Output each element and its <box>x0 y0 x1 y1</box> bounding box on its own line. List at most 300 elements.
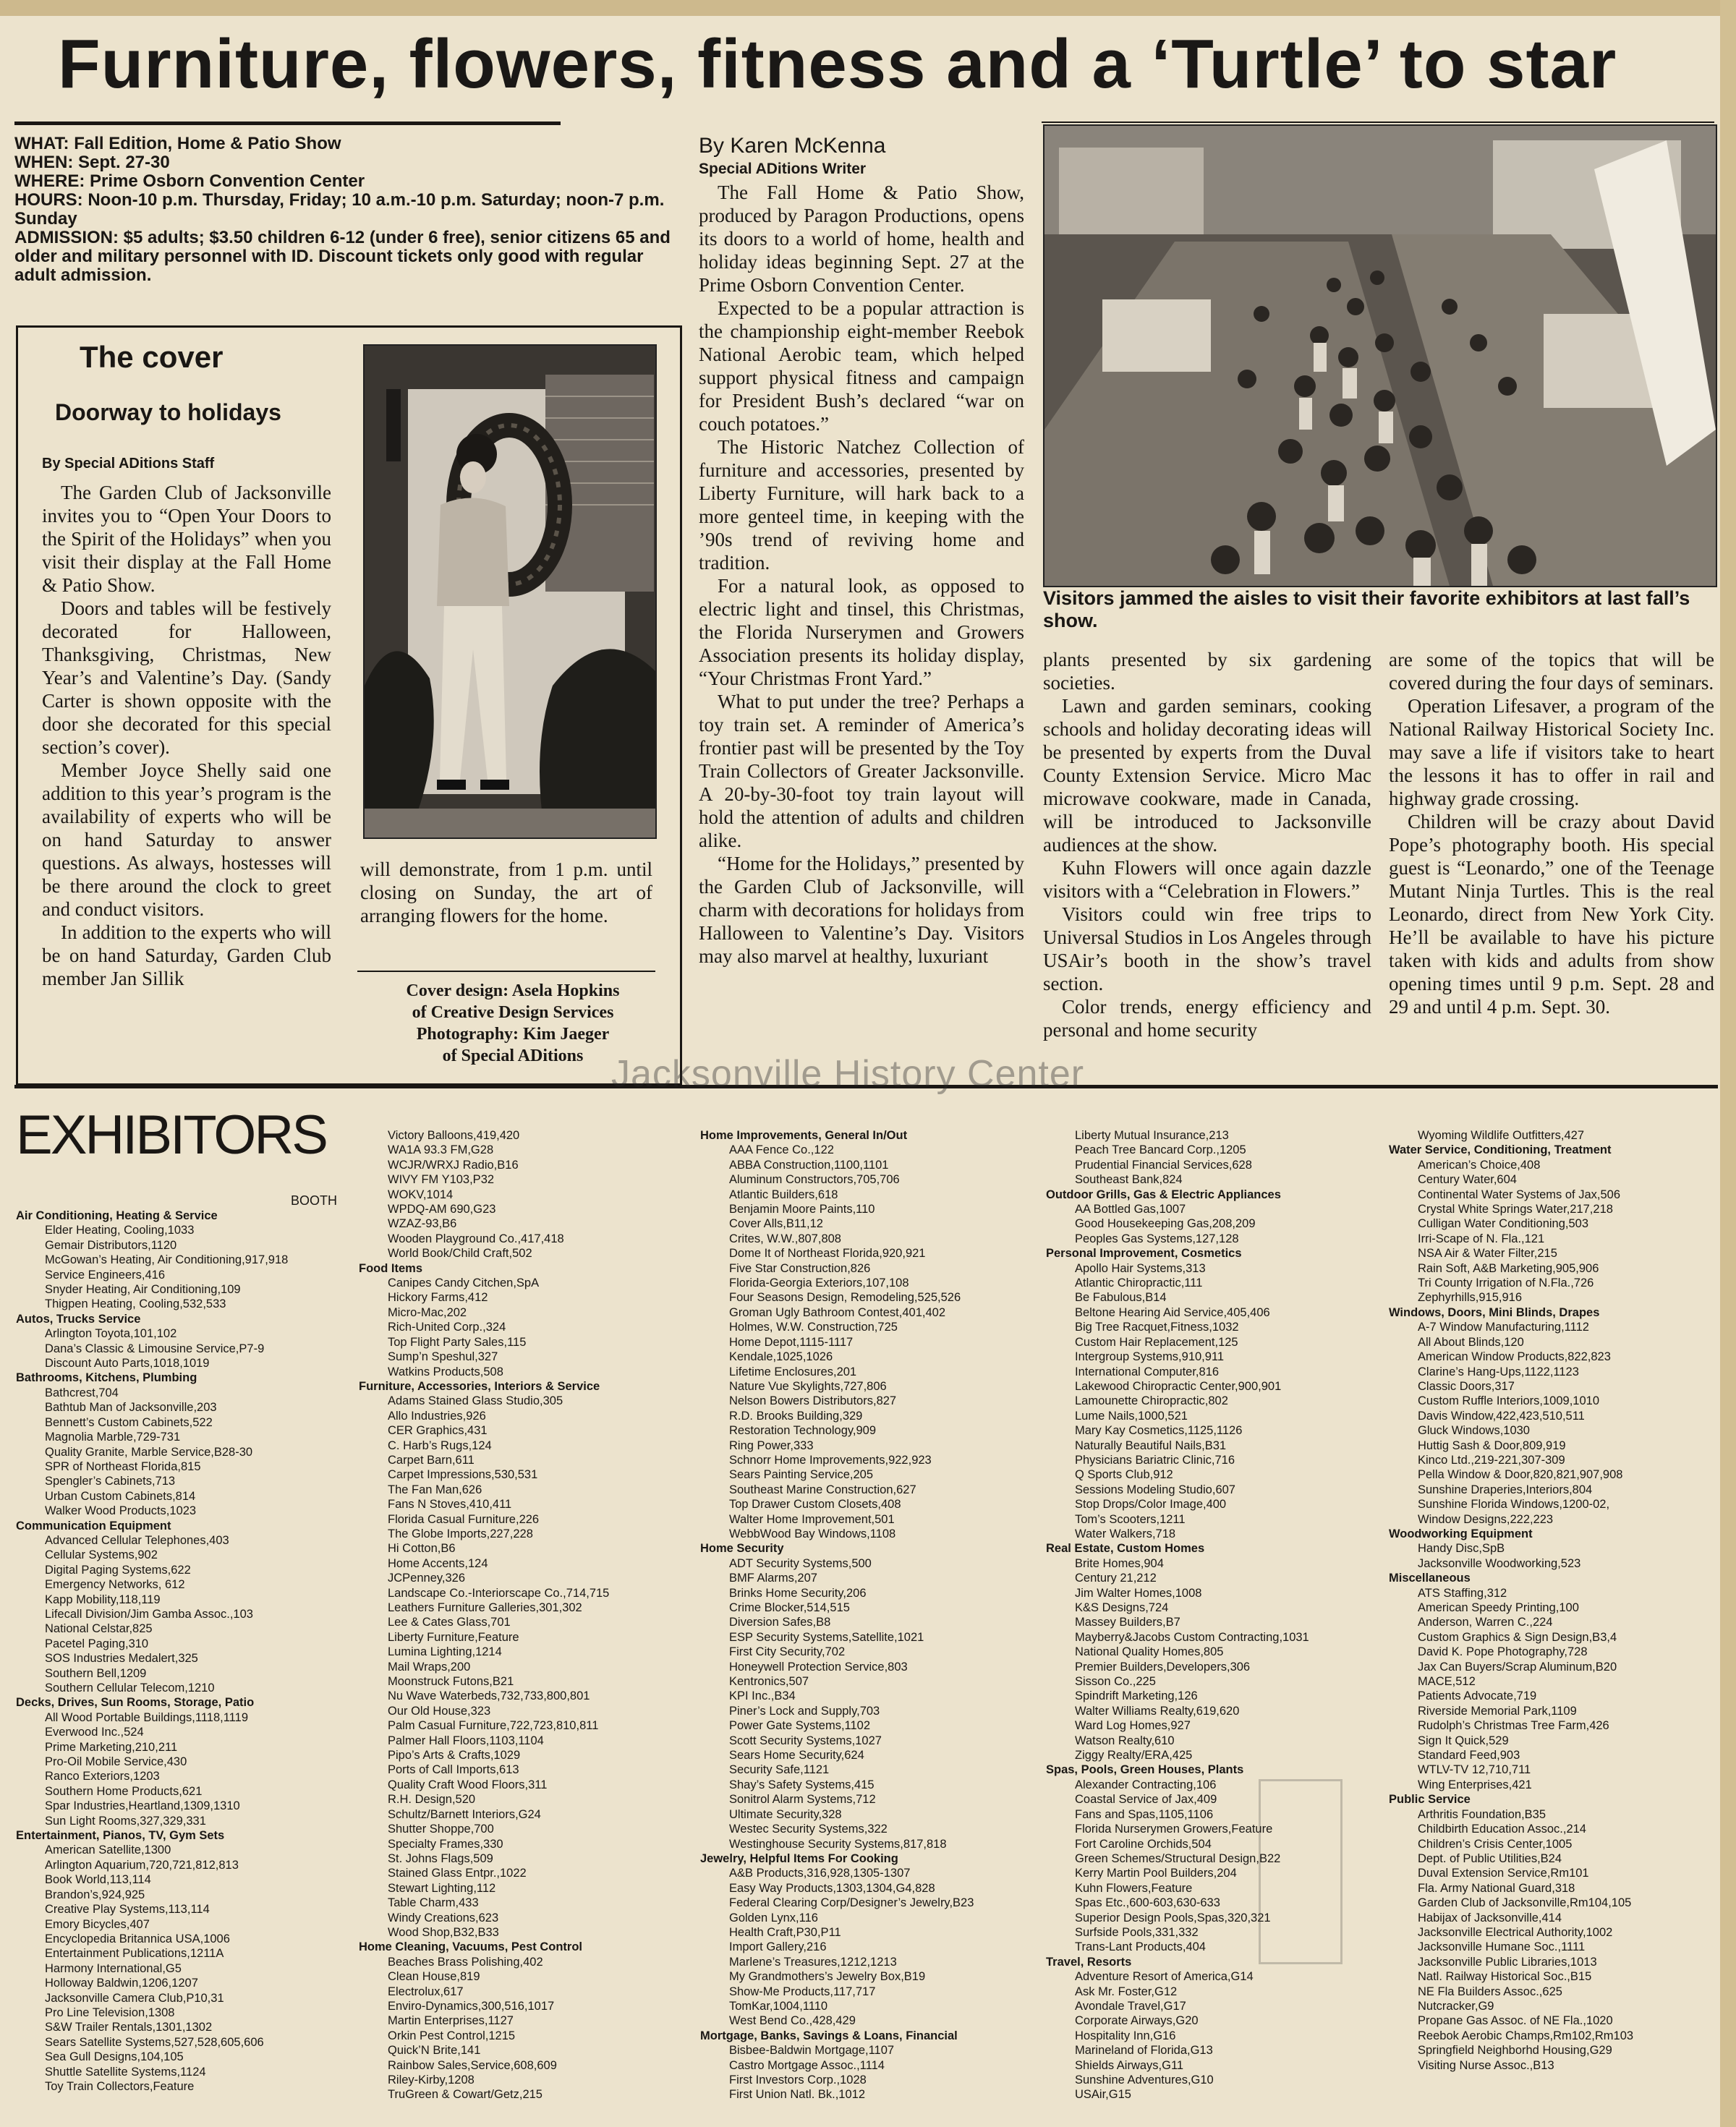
exhibitor-entry: Nature Vue Skylights,727,806 <box>729 1379 887 1393</box>
exhibitor-category: Entertainment, Pianos, TV, Gym Sets <box>16 1829 225 1843</box>
exhibitor-entry: KPI Inc.,B34 <box>729 1689 796 1703</box>
article-paragraph: “Home for the Holidays,” presented by the Garden Club of Jacksonville, will charm with decorations for holidays from Halloween to Valentine’s Day. Visitors may also marvel at healthy, luxuriant <box>699 853 1024 967</box>
exhibitor-entry: Palm Casual Furniture,722,723,810,811 <box>388 1719 599 1733</box>
exhibitor-entry: Table Charm,433 <box>388 1896 479 1910</box>
exhibitor-entry: Health Craft,P30,P11 <box>729 1925 841 1939</box>
exhibitor-entry: Gemair Distributors,1120 <box>45 1238 177 1252</box>
exhibitor-entry: WZAZ-93,B6 <box>388 1217 457 1231</box>
exhibitor-entry: Honeywell Protection Service,803 <box>729 1660 908 1674</box>
exhibitor-entry: Jacksonville Public Libraries,1013 <box>1418 1955 1597 1969</box>
exhibitor-entry: ABBA Construction,1100,1101 <box>729 1158 889 1172</box>
exhibitor-entry: Arlington Aquarium,720,721,812,813 <box>45 1858 239 1872</box>
exhibitor-entry: Lee & Cates Glass,701 <box>388 1616 511 1629</box>
exhibitor-entry: Florida Nurserymen Growers,Feature <box>1075 1823 1273 1836</box>
exhibitor-entry: Landscape Co.-Interiorscape Co.,714,715 <box>388 1586 610 1600</box>
exhibitor-entry: Continental Water Systems of Jax,506 <box>1418 1188 1621 1201</box>
exhibitor-entry: Rudolph’s Christmas Tree Farm,426 <box>1418 1719 1609 1733</box>
exhibitor-entry: Superior Design Pools,Spas,320,321 <box>1075 1911 1271 1924</box>
exhibitor-entry: Beaches Brass Polishing,402 <box>388 1955 543 1969</box>
exhibitor-entry: Creative Play Systems,113,114 <box>45 1903 210 1917</box>
exhibitor-entry: All Wood Portable Buildings,1118,1119 <box>45 1710 248 1724</box>
exhibitor-entry: National Celstar,825 <box>45 1622 153 1636</box>
exhibitor-entry: Sears Home Security,624 <box>729 1749 864 1762</box>
exhibitor-entry: Zephyrhills,915,916 <box>1418 1291 1523 1305</box>
exhibitor-category: Home Cleaning, Vacuums, Pest Control <box>359 1940 582 1954</box>
exhibitor-entry: Anderson, Warren C.,224 <box>1418 1616 1553 1629</box>
cover-continuation <box>360 858 652 927</box>
exhibitor-category: Mortgage, Banks, Savings & Loans, Financial <box>700 2029 958 2042</box>
exhibitor-column-2 <box>359 1128 684 2102</box>
exhibitor-entry: Prime Marketing,210,211 <box>45 1740 178 1754</box>
exhibitor-entry: AA Bottled Gas,1007 <box>1075 1203 1186 1216</box>
exhibitor-entry: Piner’s Lock and Supply,703 <box>729 1704 880 1718</box>
cover-continuation-text: will demonstrate, from 1 p.m. until closing on Sunday, the art of arranging flowers for the home. <box>360 858 652 926</box>
exhibitor-entry: Electrolux,617 <box>388 1985 464 1998</box>
exhibitor-entry: Trans-Lant Products,404 <box>1075 1940 1206 1954</box>
exhibitor-entry: Dome It of Northeast Florida,920,921 <box>729 1247 926 1261</box>
exhibitor-entry: Sunshine Draperies,Interiors,804 <box>1418 1483 1593 1496</box>
article-paragraph: For a natural look, as opposed to electric light and tinsel, this Christmas, the Florida Nurserymen and Growers Association presents its holiday display, “Your Christmas Front Yard.” <box>699 575 1024 689</box>
exhibitor-entry: Habijax of Jacksonville,414 <box>1418 1911 1562 1924</box>
exhibitor-entry: Jacksonville Camera Club,P10,31 <box>45 1991 224 2005</box>
exhibitor-entry: Green Schemes/Structural Design,B22 <box>1075 1851 1281 1865</box>
cover-photo-image <box>365 346 655 837</box>
exhibitor-entry: Florida Casual Furniture,226 <box>388 1512 540 1526</box>
photo-caption: Visitors jammed the aisles to visit their favorite exhibitors at last fall’s show. <box>1043 587 1690 631</box>
exhibitor-entry: Rainbow Sales,Service,608,609 <box>388 2058 557 2072</box>
exhibitor-entry: Thigpen Heating, Cooling,532,533 <box>45 1297 226 1311</box>
exhibitor-entry: Liberty Mutual Insurance,213 <box>1075 1129 1229 1142</box>
article-author: By Karen McKenna <box>699 134 886 158</box>
exhibitor-entry: Custom Graphics & Sign Design,B3,4 <box>1418 1630 1617 1644</box>
exhibitor-entry: ESP Security Systems,Satellite,1021 <box>729 1630 924 1644</box>
exhibitor-entry: USAir,G15 <box>1075 2088 1131 2102</box>
exhibitor-entry: Century 21,212 <box>1075 1572 1157 1585</box>
exhibitor-entry: Prudential Financial Services,628 <box>1075 1158 1252 1172</box>
exhibitor-entry: Leathers Furniture Galleries,301,302 <box>388 1601 582 1614</box>
exhibitor-entry: The Globe Imports,227,228 <box>388 1527 533 1540</box>
exhibitor-entry: Diversion Safes,B8 <box>729 1616 831 1629</box>
exhibitor-entry: Stained Glass Entpr.,1022 <box>388 1867 527 1880</box>
exhibitor-entry: Kuhn Flowers,Feature <box>1075 1881 1193 1895</box>
exhibitor-entry: Sign It Quick,529 <box>1418 1734 1509 1747</box>
exhibitor-entry: Handy Disc,SpB <box>1418 1542 1505 1556</box>
exhibitor-entry: Massey Builders,B7 <box>1075 1616 1180 1629</box>
exhibitor-entry: Federal Clearing Corp/Designer’s Jewelry,B23 <box>729 1896 974 1910</box>
exhibitor-entry: Clean House,819 <box>388 1970 480 1984</box>
exhibitor-entry: A-7 Window Manufacturing,1112 <box>1418 1321 1589 1334</box>
exhibitor-entry: Kentronics,507 <box>729 1675 809 1689</box>
credit-rule <box>357 971 655 972</box>
exhibitor-entry: Wing Enterprises,421 <box>1418 1778 1532 1791</box>
exhibitor-entry: First Union Natl. Bk.,1012 <box>729 2088 865 2102</box>
exhibitor-entry: American Speedy Printing,100 <box>1418 1601 1579 1614</box>
exhibitor-entry: Children’s Crisis Center,1005 <box>1418 1837 1573 1851</box>
exhibitor-entry: Water Walkers,718 <box>1075 1527 1176 1540</box>
exhibitor-entry: Enviro-Dynamics,300,516,1017 <box>388 1999 555 2013</box>
article-paragraph: Kuhn Flowers will once again dazzle visitors with a “Celebration in Flowers.” <box>1043 857 1371 902</box>
exhibitor-entry: Discount Auto Parts,1018,1019 <box>45 1357 210 1371</box>
exhibitor-entry: Rich-United Corp.,324 <box>388 1321 506 1334</box>
facts-rule <box>14 122 561 125</box>
exhibitor-entry: Entertainment Publications,1211A <box>45 1947 224 1961</box>
exhibitor-entry: Jax Can Buyers/Scrap Aluminum,B20 <box>1418 1660 1617 1674</box>
exhibitor-entry: Ports of Call Imports,613 <box>388 1763 519 1777</box>
exhibitor-entry: Southern Home Products,621 <box>45 1784 203 1798</box>
exhibitor-entry: Lume Nails,1000,521 <box>1075 1409 1188 1423</box>
exhibitor-entry: Q Sports Club,912 <box>1075 1468 1173 1482</box>
exhibitor-entry: Westinghouse Security Systems,817,818 <box>729 1837 947 1851</box>
exhibitor-entry: All About Blinds,120 <box>1418 1335 1524 1349</box>
exhibitor-entry: Sea Gull Designs,104,105 <box>45 2050 184 2064</box>
exhibitor-entry: Moonstruck Futons,B21 <box>388 1675 514 1689</box>
exhibitor-entry: Kapp Mobility,118,119 <box>45 1593 161 1606</box>
exhibitor-entry: Jacksonville Woodworking,523 <box>1418 1556 1581 1570</box>
exhibitor-entry: Natl. Railway Historical Soc.,B15 <box>1418 1970 1592 1984</box>
paper-edge-right <box>1720 0 1736 2127</box>
exhibitor-entry: Walter Williams Realty,619,620 <box>1075 1704 1240 1718</box>
credit-line: Cover design: Asela Hopkins <box>406 981 620 1000</box>
exhibitor-entry: Mail Wraps,200 <box>388 1660 471 1674</box>
exhibitor-entry: Stop Drops/Color Image,400 <box>1075 1498 1227 1512</box>
credit-line: of Creative Design Services <box>412 1003 614 1022</box>
crowd-photo-image <box>1044 126 1716 586</box>
exhibitor-column-1 <box>16 1209 341 2094</box>
exhibitor-entry: Intergroup Systems,910,911 <box>1075 1350 1225 1364</box>
exhibitor-entry: Holmes, W.W. Construction,725 <box>729 1321 898 1334</box>
exhibitor-entry: Hi Cotton,B6 <box>388 1542 456 1556</box>
exhibitor-entry: Fans and Spas,1105,1106 <box>1075 1807 1214 1821</box>
exhibitor-entry: SOS Industries Medalert,325 <box>45 1652 198 1666</box>
exhibitor-entry: R.H. Design,520 <box>388 1793 476 1807</box>
exhibitor-entry: Pro-Oil Mobile Service,430 <box>45 1755 187 1769</box>
exhibitor-entry: Window Designs,222,223 <box>1418 1512 1554 1526</box>
exhibitor-entry: Sears Satellite Systems,527,528,605,606 <box>45 2035 264 2049</box>
exhibitor-entry: Shuttle Satellite Systems,1124 <box>45 2065 206 2079</box>
exhibitor-entry: Watkins Products,508 <box>388 1365 503 1378</box>
exhibitor-entry: WOKV,1014 <box>388 1188 454 1201</box>
exhibitor-entry: Encyclopedia Britannica USA,1006 <box>45 1932 230 1945</box>
exhibitor-entry: Pacetel Paging,310 <box>45 1637 149 1650</box>
exhibitor-entry: Ziggy Realty/ERA,425 <box>1075 1749 1193 1762</box>
exhibitor-entry: WTLV-TV 12,710,711 <box>1418 1763 1531 1777</box>
exhibitor-entry: Mary Kay Cosmetics,1125,1126 <box>1075 1424 1243 1438</box>
exhibitor-entry: Quality Craft Wood Floors,311 <box>388 1778 548 1791</box>
exhibitor-entry: Schultz/Barnett Interiors,G24 <box>388 1807 541 1821</box>
photo-rule <box>1042 122 1714 123</box>
article-paragraph: Children will be crazy about David Pope’s photography booth. His special guest is “Leonardo,” one of the Teenage Mutant Ninja Turtles. This is the real Leonardo, direct from New York City. He’ll be available to have his picture taken with kids and adults from show opening times until 9 p.m. Sept. 28 and 29 and until 4 p.m. Sept. 30. <box>1389 811 1714 1018</box>
article-paragraph: Visitors could win free trips to Universal Studios in Los Angeles through USAir’s booth in the show’s travel section. <box>1043 903 1371 994</box>
exhibitor-entry: American’s Choice,408 <box>1418 1158 1541 1172</box>
article-column-2 <box>1043 648 1371 1041</box>
article-column-3 <box>1389 648 1714 1018</box>
exhibitor-entry: BMF Alarms,207 <box>729 1572 817 1585</box>
exhibitor-entry: Canipes Candy Citchen,SpA <box>388 1276 540 1290</box>
article-paragraph: The Historic Natchez Collection of furniture and accessories, presented by Liberty Furniture, will hark back to a more genteel time, in keeping with the ’90s trend of reviving home and tradition. <box>699 436 1024 574</box>
exhibitor-entry: Aluminum Constructors,705,706 <box>729 1173 900 1187</box>
exhibitor-entry: Urban Custom Cabinets,814 <box>45 1489 196 1503</box>
show-facts <box>14 135 680 285</box>
exhibitor-entry: Carpet Barn,611 <box>388 1453 475 1467</box>
exhibitor-entry: Gluck Windows,1030 <box>1418 1424 1530 1438</box>
exhibitor-entry: Sump’n Speshul,327 <box>388 1350 498 1364</box>
exhibitor-entry: Alexander Contracting,106 <box>1075 1778 1217 1791</box>
exhibitor-entry: MACE,512 <box>1418 1675 1476 1689</box>
exhibitor-entry: ATS Staffing,312 <box>1418 1586 1507 1600</box>
cover-paragraph: The Garden Club of Jacksonville invites you to “Open Your Doors to the Spirit of the Holidays” when you visit their display at the Fall Home & Patio Show. <box>42 482 331 596</box>
exhibitor-entry: NSA Air & Water Filter,215 <box>1418 1247 1557 1261</box>
exhibitor-entry: Dept. of Public Utilities,B24 <box>1418 1851 1562 1865</box>
cover-title: The cover <box>80 340 224 374</box>
exhibitor-category: Windows, Doors, Mini Blinds, Drapes <box>1389 1305 1600 1319</box>
exhibitor-category: Home Security <box>700 1542 784 1556</box>
exhibitor-entry: Avondale Travel,G17 <box>1075 1999 1186 2013</box>
article-author-role: Special ADitions Writer <box>699 161 867 177</box>
exhibitor-entry: American Window Products,822,823 <box>1418 1350 1611 1364</box>
article-paragraph: Color trends, energy efficiency and personal and home security <box>1043 996 1371 1041</box>
exhibitor-entry: Advanced Cellular Telephones,403 <box>45 1533 229 1547</box>
exhibitor-entry: Home Accents,124 <box>388 1556 488 1570</box>
exhibitor-entry: Shields Airways,G11 <box>1075 2058 1184 2072</box>
exhibitor-entry: Specialty Frames,330 <box>388 1837 503 1851</box>
exhibitor-entry: Scott Security Systems,1027 <box>729 1734 882 1747</box>
exhibitor-entry: Duval Extension Service,Rm101 <box>1418 1867 1589 1880</box>
exhibitor-entry: Classic Doors,317 <box>1418 1379 1515 1393</box>
exhibitor-entry: Riley-Kirby,1208 <box>388 2073 475 2086</box>
exhibitor-entry: Sunshine Florida Windows,1200-02, <box>1418 1498 1610 1512</box>
exhibitor-entry: Clarine’s Hang-Ups,1122,1123 <box>1418 1365 1579 1378</box>
exhibitor-entry: The Fan Man,626 <box>388 1483 482 1496</box>
exhibitor-entry: Patients Advocate,719 <box>1418 1689 1537 1703</box>
exhibitor-category: Woodworking Equipment <box>1389 1527 1533 1540</box>
cover-paragraph: In addition to the experts who will be on hand Saturday, Garden Club member Jan Sillik <box>42 921 331 989</box>
exhibitor-entry: Southern Bell,1209 <box>45 1666 147 1680</box>
exhibitor-entry: Tom’s Scooters,1211 <box>1075 1512 1186 1526</box>
exhibitor-entry: Restoration Technology,909 <box>729 1424 877 1438</box>
exhibitor-entry: Harmony International,G5 <box>45 1961 182 1975</box>
article-paragraph: plants presented by six gardening societies. <box>1043 649 1371 694</box>
exhibitor-entry: Southern Cellular Telecom,1210 <box>45 1681 215 1695</box>
exhibitor-entry: Custom Hair Replacement,125 <box>1075 1335 1238 1349</box>
exhibitor-entry: Golden Lynx,116 <box>729 1911 818 1924</box>
exhibitor-entry: Orkin Pest Control,1215 <box>388 2029 516 2042</box>
exhibitor-entry: Allo Industries,926 <box>388 1409 486 1423</box>
exhibitor-entry: Riverside Memorial Park,1109 <box>1418 1704 1577 1718</box>
cover-paragraph: Member Joyce Shelly said one addition to this year’s program is the availability of experts who will be on hand Saturday to answer questions. As always, hostesses will be there around the clock to greet and conduct visitors. <box>42 759 331 920</box>
exhibitor-entry: Southeast Bank,824 <box>1075 1173 1183 1187</box>
exhibitor-entry: Reebok Aerobic Champs,Rm102,Rm103 <box>1418 2029 1634 2042</box>
exhibitor-entry: Springfield Neighborhd Housing,G29 <box>1418 2044 1612 2058</box>
exhibitor-entry: Stewart Lighting,112 <box>388 1881 496 1895</box>
exhibitor-entry: National Quality Homes,805 <box>1075 1645 1224 1659</box>
exhibitor-entry: Spas Etc.,600-603,630-633 <box>1075 1896 1220 1910</box>
cover-subtitle: Doorway to holidays <box>55 399 281 425</box>
exhibitor-entry: Westec Security Systems,322 <box>729 1823 888 1836</box>
exhibitor-entry: Spengler’s Cabinets,713 <box>45 1475 176 1488</box>
exhibitor-entry: Fans N Stoves,410,411 <box>388 1498 512 1512</box>
exhibitor-entry: Sun Light Rooms,327,329,331 <box>45 1814 206 1828</box>
exhibitor-entry: Apollo Hair Systems,313 <box>1075 1261 1206 1275</box>
exhibitor-entry: Home Depot,1115-1117 <box>729 1335 854 1349</box>
exhibitor-entry: Tri County Irrigation of N.Fla.,726 <box>1418 1276 1594 1290</box>
exhibitor-entry: K&S Designs,724 <box>1075 1601 1169 1614</box>
exhibitor-entry: R.D. Brooks Building,329 <box>729 1409 863 1423</box>
exhibitor-entry: Jacksonville Electrical Authority,1002 <box>1418 1925 1613 1939</box>
exhibitor-entry: Hickory Farms,412 <box>388 1291 488 1305</box>
exhibitor-entry: Crystal White Springs Water,217,218 <box>1418 1203 1613 1216</box>
exhibitor-entry: S&W Trailer Rentals,1301,1302 <box>45 2021 213 2034</box>
exhibitor-entry: Florida-Georgia Exteriors,107,108 <box>729 1276 909 1290</box>
exhibitor-entry: Huttig Sash & Door,809,919 <box>1418 1438 1566 1452</box>
exhibitor-entry: Brite Homes,904 <box>1075 1556 1164 1570</box>
exhibitor-entry: Bathcrest,704 <box>45 1386 119 1399</box>
exhibitor-entry: Culligan Water Conditioning,503 <box>1418 1217 1589 1231</box>
exhibitor-entry: Lakewood Chiropractic Center,900,901 <box>1075 1379 1282 1393</box>
exhibitor-category: Travel, Resorts <box>1046 1955 1132 1969</box>
exhibitor-entry: Toy Train Collectors,Feature <box>45 2079 195 2093</box>
headline: Furniture, flowers, fitness and a ‘Turtle’ to star <box>58 25 1617 103</box>
exhibitor-entry: Spindrift Marketing,126 <box>1075 1689 1198 1703</box>
exhibitor-entry: Marlene’s Treasures,1212,1213 <box>729 1955 897 1969</box>
exhibitor-category: Jewelry, Helpful Items For Cooking <box>700 1851 898 1865</box>
exhibitor-entry: First City Security,702 <box>729 1645 846 1659</box>
exhibitor-category: Outdoor Grills, Gas & Electric Appliances <box>1046 1188 1281 1201</box>
exhibitor-entry: Pella Window & Door,820,821,907,908 <box>1418 1468 1623 1482</box>
exhibitor-entry: Carpet Impressions,530,531 <box>388 1468 538 1482</box>
exhibitor-entry: Snyder Heating, Air Conditioning,109 <box>45 1283 241 1297</box>
exhibitor-entry: Crime Blocker,514,515 <box>729 1601 850 1614</box>
exhibitor-entry: Digital Paging Systems,622 <box>45 1563 191 1577</box>
exhibitor-entry: Fla. Army National Guard,318 <box>1418 1881 1575 1895</box>
exhibitor-entry: TruGreen & Cowart/Getz,215 <box>388 2088 542 2102</box>
exhibitor-entry: CER Graphics,431 <box>388 1424 488 1438</box>
exhibitor-category: Furniture, Accessories, Interiors & Service <box>359 1379 600 1393</box>
exhibitor-entry: Book World,113,114 <box>45 1873 151 1887</box>
exhibitor-entry: Mayberry&Jacobs Custom Contracting,1031 <box>1075 1630 1309 1644</box>
exhibitor-entry: NE Fla Builders Assoc.,625 <box>1418 1985 1562 1998</box>
paper-edge-top <box>0 0 1736 16</box>
exhibitor-entry: Service Engineers,416 <box>45 1268 166 1282</box>
fact-when: WHEN: Sept. 27-30 <box>14 153 170 172</box>
exhibitor-entry: Pipo’s Arts & Crafts,1029 <box>388 1749 521 1762</box>
exhibitor-entry: Visiting Nurse Assoc.,B13 <box>1418 2058 1554 2072</box>
exhibitor-entry: Shay’s Safety Systems,415 <box>729 1778 875 1791</box>
exhibitor-entry: Good Housekeeping Gas,208,209 <box>1075 1217 1256 1231</box>
exhibitor-entry: Irri-Scape of N. Fla.,121 <box>1418 1232 1545 1245</box>
exhibitor-entry: Kendale,1025,1026 <box>729 1350 833 1364</box>
exhibitor-entry: Five Star Construction,826 <box>729 1261 871 1275</box>
exhibitor-entry: Show-Me Products,117,717 <box>729 1985 876 1998</box>
exhibitor-entry: Crites, W.W.,807,808 <box>729 1232 841 1245</box>
cover-byline: By Special ADitions Staff <box>42 456 215 472</box>
exhibitor-entry: Coastal Service of Jax,409 <box>1075 1793 1217 1807</box>
credit-line: of Special ADitions <box>442 1047 584 1065</box>
exhibitor-entry: Jacksonville Humane Soc.,1111 <box>1418 1940 1586 1954</box>
exhibitor-entry: Naturally Beautiful Nails,B31 <box>1075 1438 1227 1452</box>
exhibitor-entry: Davis Window,422,423,510,511 <box>1418 1409 1585 1423</box>
exhibitor-entry: Lumina Lighting,1214 <box>388 1645 502 1659</box>
exhibitor-entry: Power Gate Systems,1102 <box>729 1719 871 1733</box>
exhibitor-entry: Ranco Exteriors,1203 <box>45 1770 160 1783</box>
cover-story <box>42 452 331 990</box>
exhibitor-entry: Victory Balloons,419,420 <box>388 1129 520 1142</box>
exhibitor-entry: Everwood Inc.,524 <box>45 1726 144 1739</box>
exhibitor-entry: Wood Shop,B32,B33 <box>388 1925 499 1939</box>
exhibitor-column-4 <box>1046 1128 1371 2102</box>
fact-hours: HOURS: Noon-10 p.m. Thursday, Friday; 10 a.m.-10 p.m. Saturday; noon-7 p.m. Sunday <box>14 190 665 229</box>
exhibitor-entry: Century Water,604 <box>1418 1173 1517 1187</box>
exhibitor-entry: Elder Heating, Cooling,1033 <box>45 1224 195 1237</box>
exhibitor-entry: Benjamin Moore Paints,110 <box>729 1203 875 1216</box>
exhibitor-entry: Adventure Resort of America,G14 <box>1075 1970 1254 1984</box>
exhibitor-entry: Dana’s Classic & Limousine Service,P7-9 <box>45 1342 265 1355</box>
exhibitor-entry: Schnorr Home Improvements,922,923 <box>729 1453 932 1467</box>
exhibitor-entry: A&B Products,316,928,1305-1307 <box>729 1867 911 1880</box>
exhibitor-entry: WA1A 93.3 FM,G28 <box>388 1143 494 1157</box>
exhibitor-column-3 <box>700 1128 1040 2102</box>
exhibitor-entry: WCJR/WRXJ Radio,B16 <box>388 1158 519 1172</box>
exhibitor-entry: JCPenney,326 <box>388 1572 466 1585</box>
exhibitor-entry: Walker Wood Products,1023 <box>45 1504 197 1518</box>
exhibitor-entry: Security Safe,1121 <box>729 1763 830 1777</box>
exhibitor-entry: Quick’N Brite,141 <box>388 2044 481 2058</box>
exhibitor-entry: Watson Realty,610 <box>1075 1734 1175 1747</box>
exhibitor-entry: Magnolia Marble,729-731 <box>45 1431 181 1444</box>
exhibitor-entry: Hospitality Inn,G16 <box>1075 2029 1176 2042</box>
exhibitor-category: Food Items <box>359 1261 423 1275</box>
exhibitor-entry: Emergency Networks, 612 <box>45 1578 185 1592</box>
exhibitor-entry: Top Drawer Custom Closets,408 <box>729 1498 901 1512</box>
booth-label: BOOTH <box>291 1193 338 1208</box>
fact-what: WHAT: Fall Edition, Home & Patio Show <box>14 134 341 153</box>
exhibitor-entry: American Satellite,1300 <box>45 1843 171 1857</box>
exhibitor-column-5 <box>1389 1128 1714 2073</box>
exhibitor-entry: Nelson Bowers Distributors,827 <box>729 1394 897 1408</box>
exhibitor-entry: Ring Power,333 <box>729 1438 814 1452</box>
exhibitor-entry: Groman Ugly Bathroom Contest,401,402 <box>729 1305 945 1319</box>
exhibitor-category: Personal Improvement, Cosmetics <box>1046 1247 1242 1261</box>
exhibitor-entry: Atlantic Chiropractic,111 <box>1075 1276 1203 1290</box>
exhibitor-entry: Ward Log Homes,927 <box>1075 1719 1191 1733</box>
exhibitor-category: Bathrooms, Kitchens, Plumbing <box>16 1371 197 1385</box>
exhibitor-entry: Rain Soft, A&B Marketing,905,906 <box>1418 1261 1599 1275</box>
exhibitor-entry: Quality Granite, Marble Service,B28-30 <box>45 1445 253 1459</box>
exhibitor-entry: Wyoming Wildlife Outfitters,427 <box>1418 1129 1585 1142</box>
exhibitor-entry: Wooden Playground Co.,417,418 <box>388 1232 564 1245</box>
watermark: Jacksonville History Center <box>611 1053 1085 1095</box>
exhibitor-entry: AAA Fence Co.,122 <box>729 1143 834 1157</box>
exhibitor-entry: Bisbee-Baldwin Mortgage,1107 <box>729 2044 895 2058</box>
exhibitor-entry: McGowan’s Heating, Air Conditioning,917,918 <box>45 1253 289 1267</box>
exhibitor-entry: Castro Mortgage Assoc.,1114 <box>729 2058 885 2072</box>
exhibitor-entry: Nutcracker,G9 <box>1418 1999 1494 2013</box>
fact-admission: ADMISSION: $5 adults; $3.50 children 6-12 (under 6 free), senior citizens 65 and older and military personnel with ID. Discount tickets only good with regular adult admission. <box>14 228 671 285</box>
exhibitor-entry: Micro-Mac,202 <box>388 1305 467 1319</box>
exhibitor-entry: Ask Mr. Foster,G12 <box>1075 1985 1178 1998</box>
exhibitor-entry: Brandon’s,924,925 <box>45 1888 145 1901</box>
exhibitor-entry: Cellular Systems,902 <box>45 1548 158 1562</box>
exhibitor-category: Water Service, Conditioning, Treatment <box>1389 1143 1612 1157</box>
exhibitor-entry: Be Fabulous,B14 <box>1075 1291 1167 1305</box>
exhibitor-entry: Bathtub Man of Jacksonville,203 <box>45 1401 217 1415</box>
exhibitor-entry: Holloway Baldwin,1206,1207 <box>45 1977 198 1990</box>
exhibitor-entry: Four Seasons Design, Remodeling,525,526 <box>729 1291 961 1305</box>
article-column-1 <box>699 181 1024 968</box>
exhibitor-entry: Premier Builders,Developers,306 <box>1075 1660 1251 1674</box>
fact-where: WHERE: Prime Osborn Convention Center <box>14 171 365 191</box>
exhibitor-entry: Cover Alls,B11,12 <box>729 1217 823 1231</box>
exhibitor-entry: Liberty Furniture,Feature <box>388 1630 519 1644</box>
